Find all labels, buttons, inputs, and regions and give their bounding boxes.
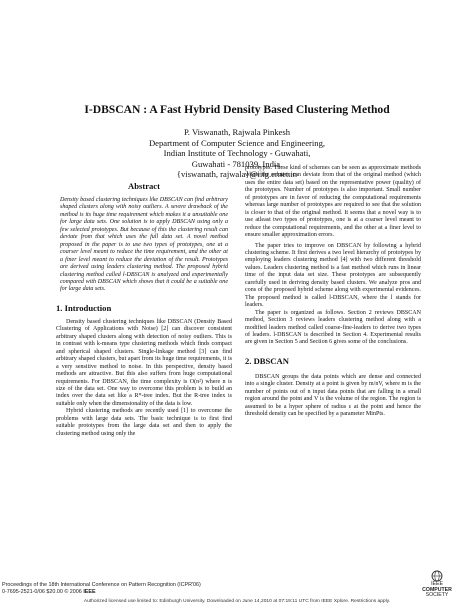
intro-paragraph: Hybrid clustering methods are recently used [1] to overcome the problems with large data sets. The basic technique is to first find suitable prototypes from the large data set and then to apply the clustering method using only the [56,408,232,437]
body-paragraph: prototypes. These kind of schemes can be seen as approximate methods where the solution can deviate from that of the original method (which uses the entire data set) based on the representative power (quality) of the prototypes. Number of prototypes is also important. Small number of prototypes are in favor of reducing the computational requirements whereas large number of prototypes are required to see that the solution is closer to that of the original method. It seems that a novel way is to use atleast two types of prototypes, one is at a coarser level meant to reduce the computational requirements, and the other at a finer level to ensure smaller approximation errors. [245,165,421,239]
right-column [245,165,421,419]
section-heading-dbscan: 2. DBSCAN [245,355,289,366]
body-paragraph: The paper tries to improve on DBSCAN by following a hybrid clustering scheme. It first derives a two level hierarchy of prototypes by employing leaders clustering method [4] with two different threshold values. Leaders clustering method is a fast method which runs in linear time of the input data set size. These prototypes are subsequently carefully used in deriving density based clusters. We analyze pros and cons of the proposed hybrid scheme along with experimental evidences. The proposed method is called l-DBSCAN, where the l stands for leaders. [245,242,421,309]
dbscan-paragraph: DBSCAN groups the data points which are dense and connected into a single cluster. Density at a point is given by m/nV, where m is the number of points out of n input data points that are falling in a small region around the point and V is the volume of the region. The region is assumed to be a hyper sphere of radius ε at the point and hence the threshold density can be specified by a parameter MinPts. [245,373,421,418]
computer-society-logo [412,570,462,600]
abstract-text: Density based clustering techniques like DBSCAN can find arbitrary shaped clusters along with noisy outliers. A severe drawback of the method is its huge time requirement which makes it a unsuitable one for large data sets. One solution is to apply DBSCAN using only a few selected prototypes. But because of this the clustering result can deviate from that which uses the full data set. A novel method proposed in the paper is to use two types of prototypes, one at a coarser level meant to reduce the time requirement, and the other at a finer level meant to reduce the deviation of the result. Prototypes are derived using leaders clustering method. The proposed hybrid clustering method called l-DBSCAN is analyzed and experimentally compared with DBSCAN which shows that it could be a suitable one for large data sets. [60,197,228,293]
left-column [56,181,232,438]
author-names: P. Viswanath, Rajwala Pinkesh [183,127,291,137]
proceedings-footer [2,582,201,596]
author-email: {viswanath, rajwala}@iitg.ernet.in [176,169,298,180]
abstract-heading: Abstract [128,181,160,191]
section-heading-introduction: 1. Introduction [56,302,112,313]
footer-line: Proceedings of the 18th International Conference on Pattern Recognition (ICPR'06) [2,582,201,588]
logo-text [412,582,462,599]
ieee-brand: IEEE [83,588,96,595]
logo-line: IEEE [431,581,443,587]
logo-line: COMPUTER [422,586,452,593]
footer-line-copyright [2,589,201,596]
authorized-use-notice: Authorized licensed use limited to: Edinburgh University. Downloaded on June 14,2010 at 07:19:11 UTC from IEEE Xplore. Restrictions apply. [83,599,391,604]
body-paragraph: The paper is organized as follows. Section 2 reviews DBSCAN method, Section 3 reviews leaders clustering method along with a modified leaders method called coarse-fine-leaders to derive two types of leaders. l-DBSCAN is described in Section 4. Experimental results are given in Section 5 and Section 6 gives some of the conclusions. [245,309,421,346]
intro-paragraph: Density based clustering techniques like DBSCAN (Density Based Clustering of Applications with Noise) [2] can discover consistent arbitrary shaped clusters along with detection of noisy outliers. This is in contrast with k-means type clustering methods which finds compact and spherical shaped clusters. Single-linkage method [3] can find arbitrary shaped clusters, but apart from its huge time requirements, it is a very sensitive method to noise. In this perspective, density based methods are attractive. But this also suffers from huge computational requirements. For DBSCAN, the time complexity is O(n²) where n is size of the data set. One way to overcome this problem is to build an index over the data set like a R*-tree index. But the R-tree index is suitable only when the dimensionality of the data is low. [56,318,232,407]
logo-line: SOCIETY [425,592,449,599]
affiliation-line: Indian Institute of Technology - Guwahati, [163,148,311,159]
paper-title: I-DBSCAN : A Fast Hybrid Density Based Clustering Method [84,103,390,116]
affiliation-line: Department of Computer Science and Engineering, [148,137,326,148]
affiliation-line: Guwahati - 781039, India. [191,158,283,169]
footer-isbn: 0-7695-2521-0/06 $20.00 © 2006 [2,588,82,595]
